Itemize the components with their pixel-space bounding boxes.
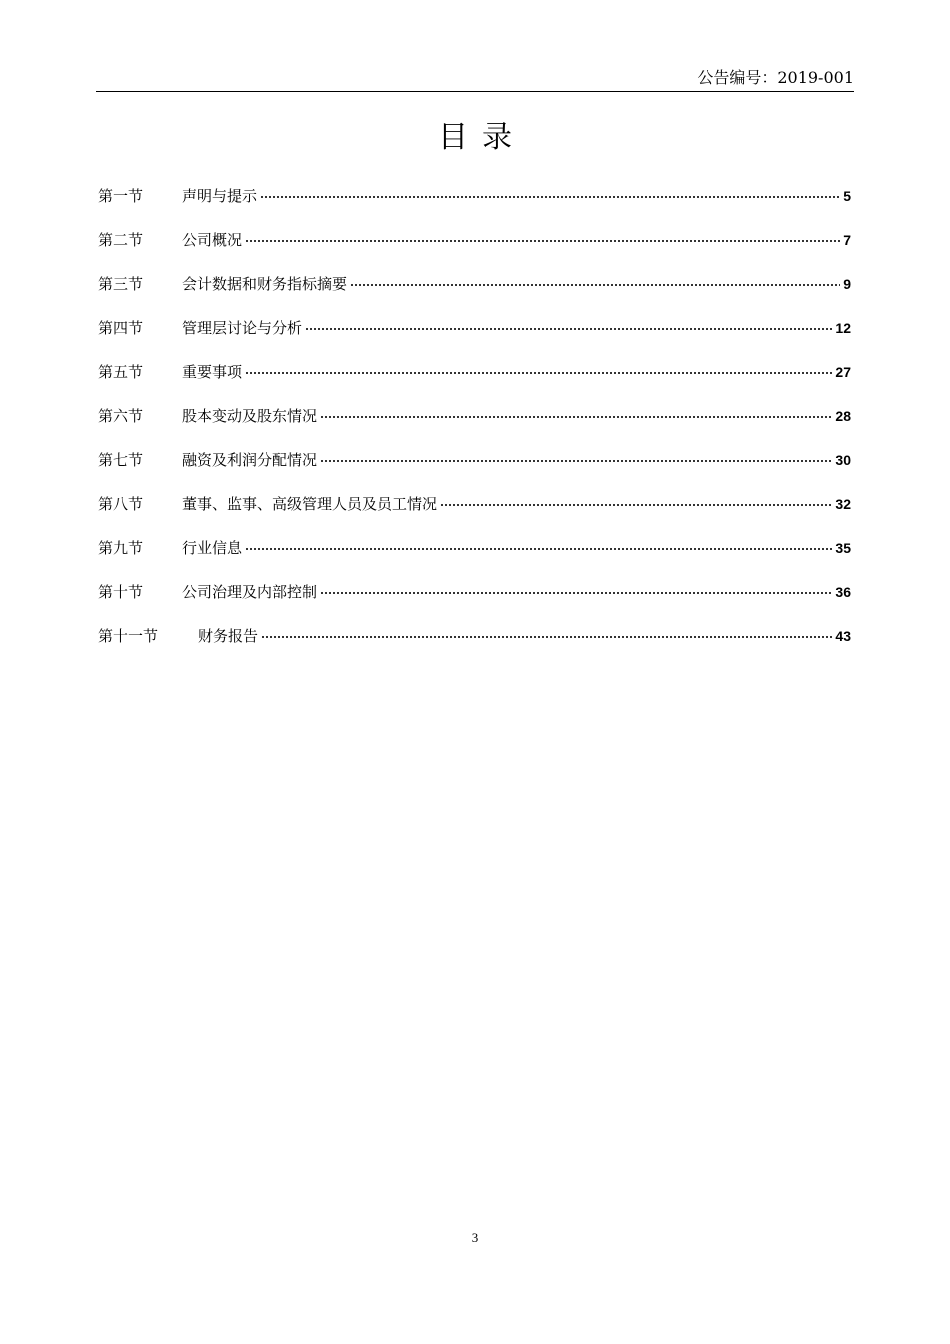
toc-page-number: 7 — [843, 232, 851, 248]
toc-section-number: 第三节 — [98, 275, 144, 293]
dot-leader — [320, 591, 832, 597]
toc-page-number: 36 — [835, 584, 851, 600]
toc-entry-10[interactable] — [98, 580, 851, 624]
dot-leader — [305, 327, 832, 333]
toc-title-row — [182, 448, 851, 472]
toc-entry-7[interactable] — [98, 448, 851, 492]
dot-leader — [440, 503, 832, 509]
dot-leader — [320, 415, 832, 421]
toc-section-number: 第五节 — [98, 363, 144, 381]
toc-title: 财务报告 — [198, 627, 259, 645]
toc-page-number: 9 — [843, 276, 851, 292]
toc-page-number: 28 — [835, 408, 851, 424]
dot-leader — [320, 459, 832, 465]
toc-title-row — [182, 228, 851, 252]
toc-section-number: 第八节 — [98, 495, 144, 513]
dot-leader — [261, 635, 832, 641]
toc-title: 管理层讨论与分析 — [182, 319, 303, 337]
dot-leader — [350, 283, 840, 289]
toc-section-number: 第二节 — [98, 231, 144, 249]
dot-leader — [245, 371, 832, 377]
toc-section-number: 第一节 — [98, 187, 144, 205]
toc-title: 重要事项 — [182, 363, 243, 381]
toc-title-row — [182, 580, 851, 604]
dot-leader — [260, 195, 840, 201]
header-divider — [96, 91, 854, 92]
toc-section-number: 第七节 — [98, 451, 144, 469]
toc-title: 公司概况 — [182, 231, 243, 249]
dot-leader — [245, 239, 840, 245]
toc-title-row — [198, 624, 851, 648]
table-of-contents — [98, 184, 851, 668]
toc-entry-11[interactable] — [98, 624, 851, 668]
toc-page-number: 30 — [835, 452, 851, 468]
toc-title-row — [182, 316, 851, 340]
toc-section-number: 第六节 — [98, 407, 144, 425]
toc-title-row — [182, 184, 851, 208]
toc-title: 融资及利润分配情况 — [182, 451, 318, 469]
toc-entry-5[interactable] — [98, 360, 851, 404]
toc-title: 公司治理及内部控制 — [182, 583, 318, 601]
toc-page-number: 5 — [843, 188, 851, 204]
toc-page-number: 27 — [835, 364, 851, 380]
toc-page-number: 43 — [835, 628, 851, 644]
toc-title-row — [182, 492, 851, 516]
toc-page-number: 32 — [835, 496, 851, 512]
page-title: 目录 — [438, 120, 526, 155]
toc-title-row — [182, 272, 851, 296]
toc-page-number: 12 — [835, 320, 851, 336]
toc-title: 会计数据和财务指标摘要 — [182, 275, 348, 293]
toc-entry-4[interactable] — [98, 316, 851, 360]
toc-entry-6[interactable] — [98, 404, 851, 448]
announcement-number: 公告编号：2019-001 — [697, 68, 854, 87]
toc-section-number: 第九节 — [98, 539, 144, 557]
toc-title: 声明与提示 — [182, 187, 258, 205]
toc-entry-8[interactable] — [98, 492, 851, 536]
toc-section-number: 第十节 — [98, 583, 144, 601]
toc-title-row — [182, 536, 851, 560]
page-number: 3 — [471, 1230, 479, 1245]
toc-entry-1[interactable] — [98, 184, 851, 228]
toc-title-row — [182, 404, 851, 428]
toc-section-number: 第四节 — [98, 319, 144, 337]
toc-title: 董事、监事、高级管理人员及员工情况 — [182, 495, 438, 513]
toc-title-row — [182, 360, 851, 384]
toc-section-number: 第十一节 — [98, 627, 159, 645]
toc-entry-9[interactable] — [98, 536, 851, 580]
toc-entry-2[interactable] — [98, 228, 851, 272]
toc-page-number: 35 — [835, 540, 851, 556]
toc-title: 股本变动及股东情况 — [182, 407, 318, 425]
dot-leader — [245, 547, 832, 553]
toc-title: 行业信息 — [182, 539, 243, 557]
toc-entry-3[interactable] — [98, 272, 851, 316]
